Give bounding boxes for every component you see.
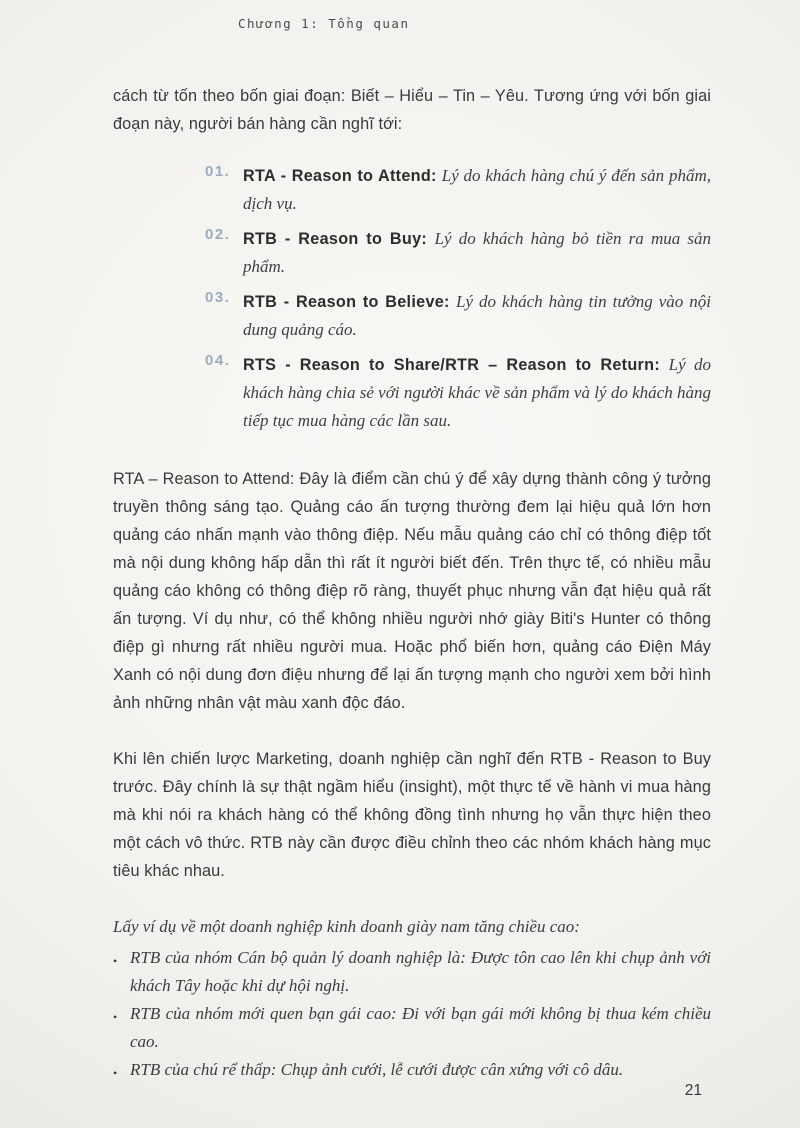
list-item-body bbox=[243, 162, 711, 218]
list-item bbox=[205, 225, 711, 281]
bullet-icon: • bbox=[113, 1010, 118, 1024]
example-bullet-text: RTB của nhóm mới quen bạn gái cao: Đi với bạn gái mới không bị thua kém chiều cao. bbox=[130, 1004, 711, 1051]
paragraph-rta: RTA – Reason to Attend: Đây là điểm cần chú ý để xây dựng thành công ý tưởng truyền thông sáng tạo. Quảng cáo ấn tượng thường đem lại hiệu quả lớn hơn quảng cáo nhấn mạnh vào thông điệp. Nếu mẫu quảng cáo chỉ có thông điệp tốt mà nội dung không hấp dẫn thì rất ít người biết đến. Trên thực tế, có nhiều mẫu quảng cáo không có thông điệp rõ ràng, thuyết phục nhưng vẫn đạt hiệu quả rất ấn tượng. Ví dụ như, có thể không nhiều người nhớ giày Biti's Hunter có thông điệp gì nhưng rất nhiều người mua. Hoặc phổ biến hơn, quảng cáo Điện Máy Xanh có nội dung đơn điệu nhưng để lại ấn tượng mạnh cho người xem bởi hình ảnh những nhân vật màu xanh độc đáo. bbox=[113, 470, 711, 712]
example-bullet-item bbox=[113, 944, 711, 1000]
intro-paragraph: cách từ tốn theo bốn giai đoạn: Biết – Hiểu – Tin – Yêu. Tương ứng với bốn giai đoạn này, người bán hàng cần nghĩ tới: bbox=[113, 87, 711, 133]
example-section bbox=[113, 913, 711, 1087]
example-bullet-list bbox=[113, 944, 711, 1087]
list-item-desc: Lý do khách hàng chú ý đến sản phẩm, dịch vụ. bbox=[243, 166, 711, 213]
list-item-body bbox=[243, 288, 711, 344]
list-number: 04. bbox=[205, 352, 231, 369]
list-item-title: RTB - Reason to Buy: bbox=[243, 230, 428, 248]
list-item bbox=[205, 288, 711, 344]
list-item-body bbox=[243, 351, 711, 435]
bullet-icon: • bbox=[113, 1066, 118, 1080]
example-bullet-item bbox=[113, 1056, 711, 1087]
list-item-title: RTA - Reason to Attend: bbox=[243, 167, 437, 185]
running-header: Chương 1: Tổng quan bbox=[238, 16, 410, 31]
example-bullet-text: RTB của nhóm Cán bộ quản lý doanh nghiệp là: Được tôn cao lên khi chụp ảnh với khách Tây hoặc khi dự hội nghị. bbox=[130, 948, 711, 995]
list-item-desc: Lý do khách hàng bỏ tiền ra mua sản phẩm. bbox=[243, 229, 712, 276]
list-item-desc: Lý do khách hàng tin tưởng vào nội dung quảng cáo. bbox=[243, 292, 711, 339]
paragraph-rtb: Khi lên chiến lược Marketing, doanh nghiệp cần nghĩ đến RTB - Reason to Buy trước. Đây chính là sự thật ngầm hiểu (insight), một thực tế về hành vi mua hàng mà khi nói ra khách hàng có thể không đồng tình nhưng họ vẫn thực hiện theo một cách vô thức. RTB này cần được điều chỉnh theo các nhóm khách hàng mục tiêu khác nhau. bbox=[113, 750, 711, 880]
list-item bbox=[205, 351, 711, 435]
list-item-title: RTB - Reason to Believe: bbox=[243, 293, 450, 311]
example-bullet-text: RTB của chú rể thấp: Chụp ảnh cưới, lễ cưới được cân xứng với cô dâu. bbox=[130, 1060, 624, 1079]
list-item-body bbox=[243, 225, 711, 281]
page-content bbox=[113, 82, 711, 1087]
list-item bbox=[205, 162, 711, 218]
list-item-title: RTS - Reason to Share/RTR – Reason to Return: bbox=[243, 356, 661, 374]
example-intro: Lấy ví dụ về một doanh nghiệp kinh doanh giày nam tăng chiều cao: bbox=[113, 917, 580, 936]
list-item-desc: Lý do khách hàng chia sẻ với người khác về sản phẩm và lý do khách hàng tiếp tục mua hàng các lần sau. bbox=[243, 355, 712, 430]
list-number: 01. bbox=[205, 163, 231, 180]
page-number: 21 bbox=[684, 1082, 702, 1099]
reason-list bbox=[205, 162, 711, 435]
list-number: 03. bbox=[205, 289, 231, 306]
list-number: 02. bbox=[205, 226, 231, 243]
example-bullet-item bbox=[113, 1000, 711, 1056]
bullet-icon: • bbox=[113, 954, 118, 968]
